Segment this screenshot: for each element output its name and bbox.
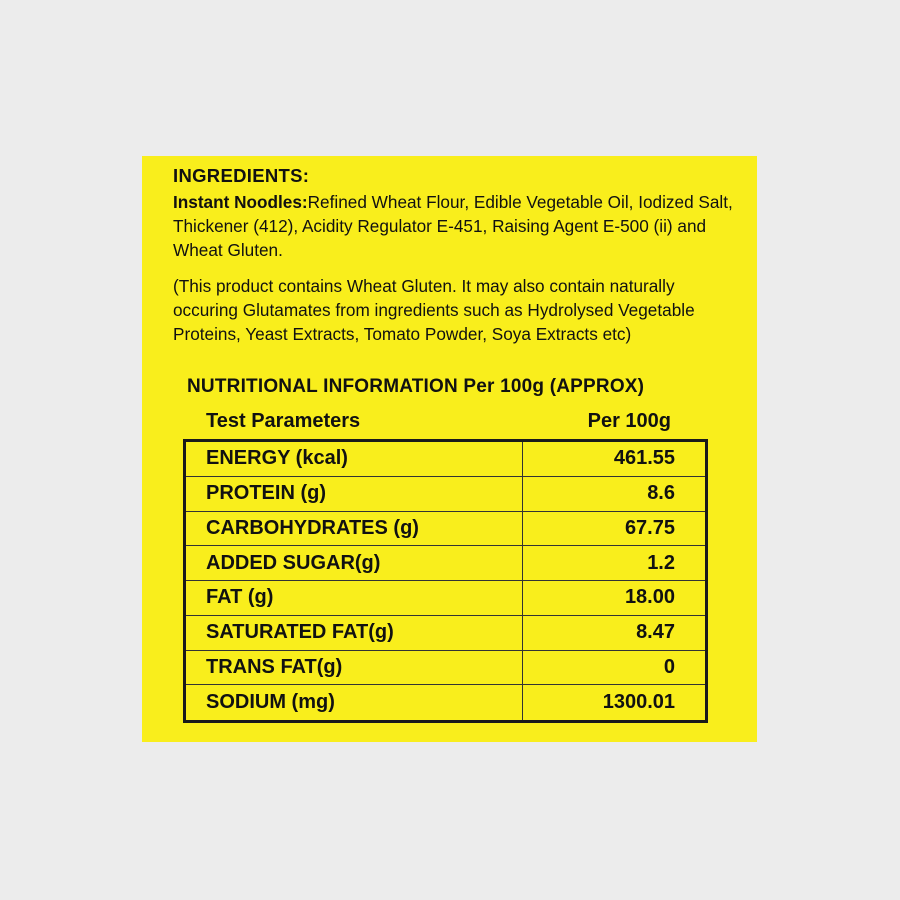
row-value: 8.6 bbox=[647, 482, 675, 505]
column-header-parameter: Test Parameters bbox=[206, 410, 361, 432]
row-parameter: TRANS FAT(g) bbox=[206, 655, 343, 678]
noodles-ingredients: Refined Wheat Flour, Edible Vegetable Oil, Iodized Salt, Thickener (412), Acidity Regulator E-451, Raising Agent E-500 (ii) and Wheat Gluten. bbox=[173, 192, 733, 260]
row-parameter: SATURATED FAT(g) bbox=[206, 621, 394, 644]
row-parameter: CARBOHYDRATES (g) bbox=[206, 516, 419, 539]
noodles-label: Instant Noodles: bbox=[173, 192, 308, 212]
gluten-note: (This product contains Wheat Gluten. It may also contain naturally occuring Glutamates from ingredients such as Hydrolysed Vegetable Proteins, Yeast Extracts, Tomato Powder, Soya Extracts etc) bbox=[173, 276, 695, 344]
row-value: 1.2 bbox=[647, 551, 675, 574]
row-parameter: ADDED SUGAR(g) bbox=[206, 551, 381, 574]
row-parameter: PROTEIN (g) bbox=[206, 482, 326, 505]
nutrition-title: NUTRITIONAL INFORMATION Per 100g (APPROX) bbox=[187, 376, 645, 397]
row-value: 1300.01 bbox=[602, 691, 675, 714]
nutrition-label-panel bbox=[142, 156, 757, 742]
table-row bbox=[186, 512, 705, 547]
nutrition-table bbox=[183, 439, 708, 723]
table-row bbox=[186, 651, 705, 686]
row-value: 0 bbox=[663, 655, 675, 678]
ingredients-text bbox=[173, 190, 733, 262]
table-row bbox=[186, 477, 705, 512]
row-parameter: ENERGY (kcal) bbox=[206, 447, 348, 470]
row-value: 461.55 bbox=[613, 447, 675, 470]
ingredients-title: INGREDIENTS: bbox=[173, 165, 310, 186]
row-value: 18.00 bbox=[624, 586, 675, 609]
row-parameter: SODIUM (mg) bbox=[206, 691, 335, 714]
row-value: 8.47 bbox=[636, 621, 675, 644]
row-parameter: FAT (g) bbox=[206, 586, 274, 609]
row-value: 67.75 bbox=[624, 516, 675, 539]
table-row bbox=[186, 685, 705, 720]
table-row bbox=[186, 581, 705, 616]
table-row bbox=[186, 616, 705, 651]
table-row bbox=[186, 546, 705, 581]
table-row bbox=[186, 442, 705, 477]
column-header-value: Per 100g bbox=[587, 410, 671, 432]
